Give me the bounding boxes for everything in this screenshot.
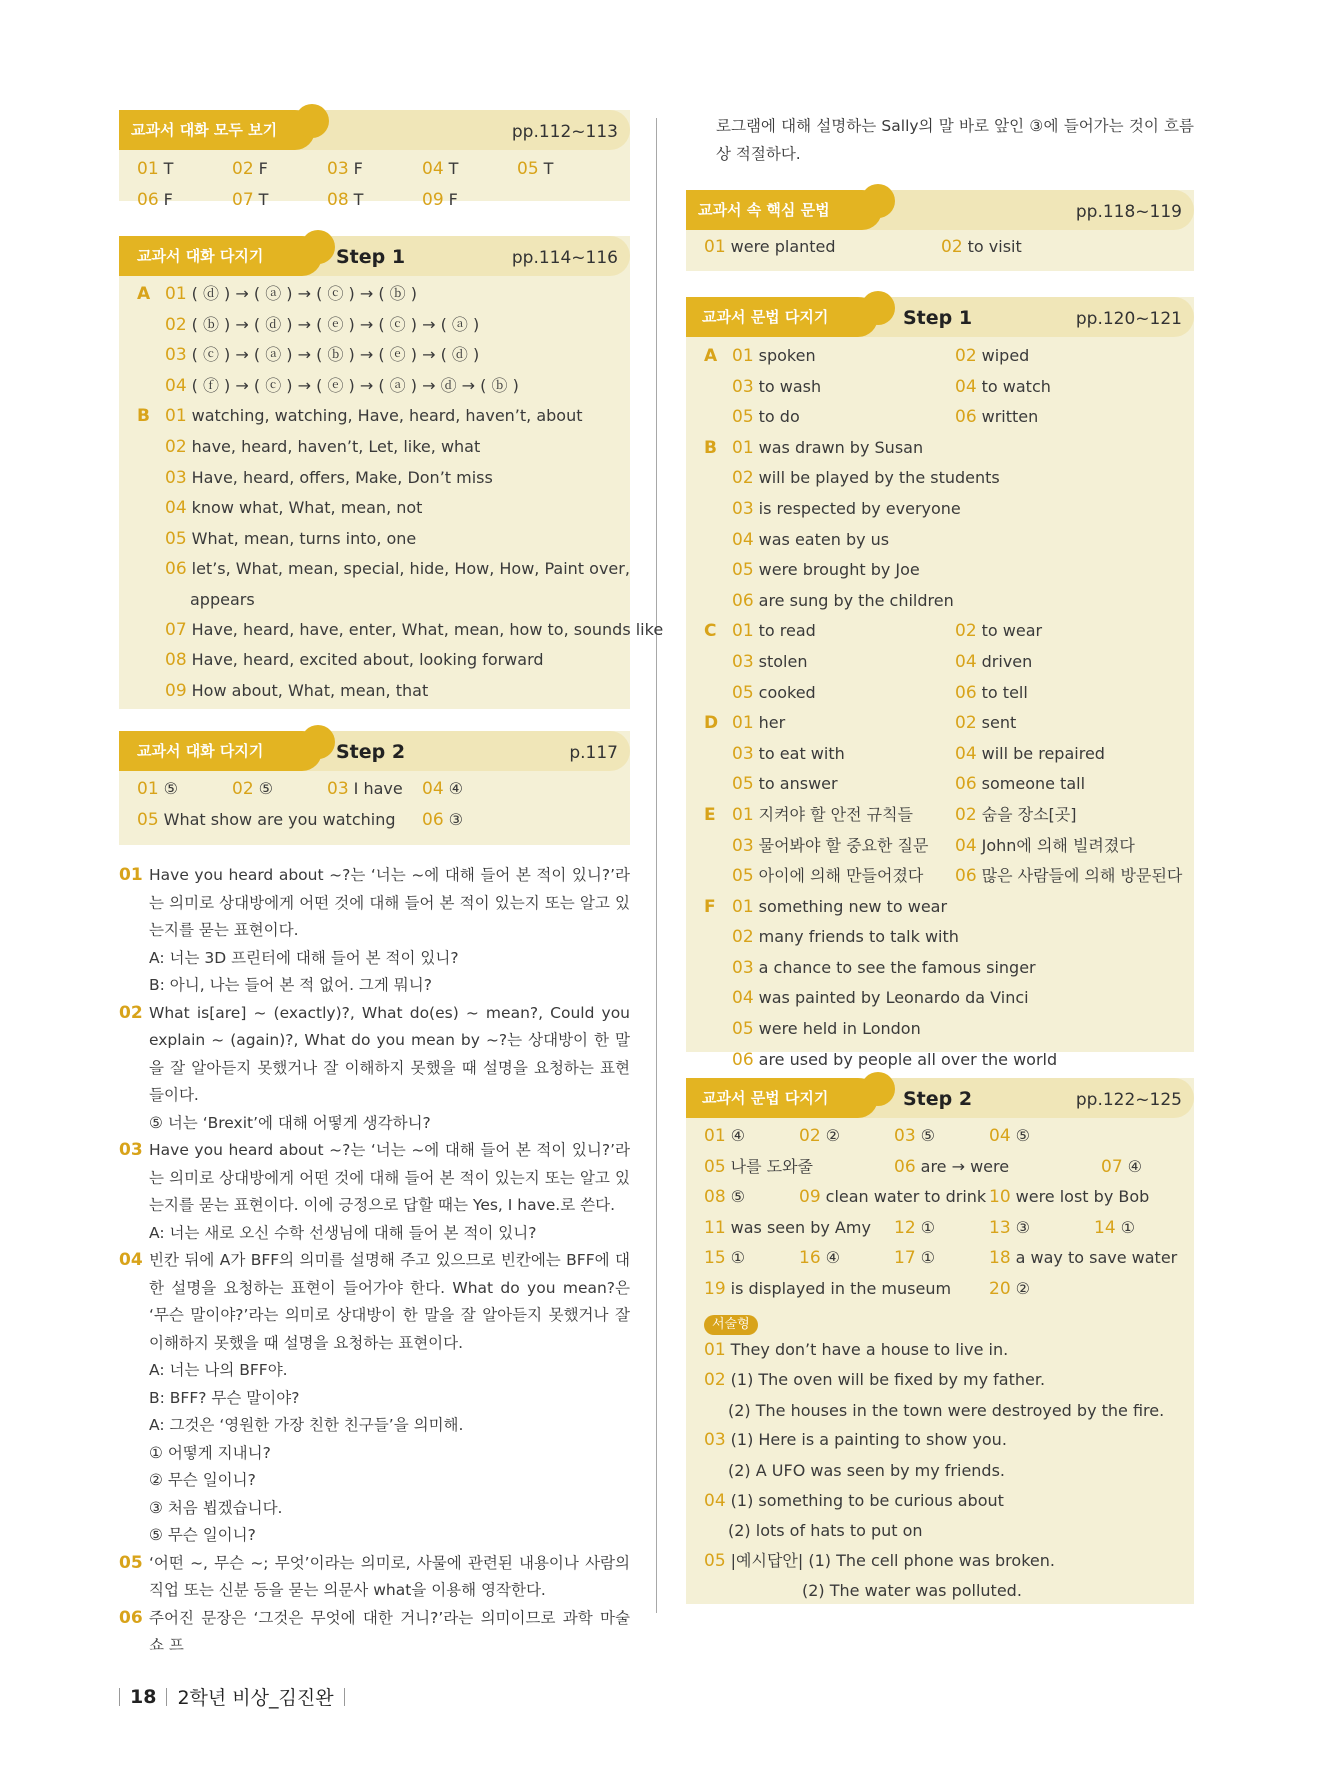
answer-item: 16 ④	[799, 1248, 840, 1269]
answer-item: 06 are sung by the children	[732, 590, 954, 611]
answer-item: 05 What, mean, turns into, one	[165, 528, 417, 549]
answer-item: 03 is respected by everyone	[732, 498, 961, 519]
answer-item: 03 I have	[327, 779, 403, 799]
answer-item: 02 (1) The oven will be fixed by my father.	[704, 1370, 1046, 1391]
answer-item: 04 ⑤	[989, 1126, 1030, 1146]
right-column	[686, 113, 1194, 1604]
answer-item: E 01 지켜야 할 안전 규칙들	[704, 804, 914, 825]
answer-item: 03 a chance to see the famous singer	[732, 957, 1036, 978]
answer-item-continued: (2) The water was polluted.	[802, 1581, 1022, 1601]
section-core-grammar	[686, 190, 1194, 271]
page-range: pp.118~119	[1075, 202, 1182, 222]
page-range: p.117	[569, 743, 618, 763]
answer-item: 03 to eat with	[732, 743, 845, 764]
answer-item: 04 to watch	[955, 376, 1051, 397]
answer-item: 13 ③	[989, 1217, 1030, 1238]
answer-item: 06 ③	[422, 809, 463, 830]
answer-item: 02 ②	[799, 1126, 840, 1146]
answer-list	[119, 276, 664, 716]
explanation-example: B: BFF? 무슨 말이야?	[149, 1388, 300, 1407]
footer-divider	[166, 1688, 167, 1706]
answer-item: 11 was seen by Amy	[704, 1217, 871, 1238]
answer-item: 02 many friends to talk with	[732, 927, 959, 948]
section-header	[119, 236, 630, 276]
answer-item: 05 to answer	[732, 774, 838, 795]
answer-item: 15 ①	[704, 1248, 745, 1269]
answer-grid	[686, 1118, 1194, 1305]
descriptive-answers	[686, 1305, 1194, 1616]
answer-item: 02 to visit	[941, 237, 1022, 257]
descriptive-badge: 서술형	[704, 1315, 758, 1335]
answer-item: 04 (1) something to be curious about	[704, 1490, 1004, 1511]
section-header	[686, 190, 1194, 230]
answer-item: 08 Have, heard, excited about, looking forward	[165, 650, 544, 671]
header-dot	[295, 104, 329, 138]
step-label: Step 1	[903, 307, 973, 329]
explanation-example: B: 아니, 나는 들어 본 적 없어. 그게 뭐니?	[149, 976, 432, 994]
answer-item: 18 a way to save water	[989, 1248, 1178, 1269]
answer-item: 02 F	[232, 159, 268, 179]
page-range: pp.112~113	[511, 122, 618, 142]
answer-item: 03 ( ⓒ ) → ( ⓐ ) → ( ⓑ ) → ( ⓔ ) → ( ⓓ )	[165, 345, 480, 366]
answer-item: 04 ④	[422, 779, 463, 799]
answer-item: 04 T	[422, 159, 459, 179]
explanations	[119, 862, 630, 1660]
answer-item: 09 How about, What, mean, that	[165, 680, 429, 701]
answer-item: 03 to wash	[732, 376, 822, 397]
answer-item: 06 are → were	[894, 1156, 1010, 1177]
answer-item: 01 ④	[704, 1126, 745, 1146]
answer-item: 04 ( ⓕ ) → ( ⓒ ) → ( ⓔ ) → ( ⓐ ) → ⓓ → ( ⓑ )	[165, 375, 519, 396]
left-column	[119, 110, 664, 1660]
explanation-example: ② 무슨 일이니?	[149, 1471, 256, 1489]
answer-item: 06 to tell	[955, 682, 1028, 703]
answer-item: 04 know what, What, mean, not	[165, 498, 423, 519]
answer-item: 01 T	[137, 159, 174, 179]
answer-item: 05 나를 도와줄	[704, 1156, 814, 1177]
answer-item: 07 T	[232, 189, 269, 210]
answer-item: 19 is displayed in the museum	[704, 1278, 952, 1299]
explanation-example: ⑤ 너는 ‘Brexit’에 대해 어떻게 생각하니?	[149, 1113, 431, 1132]
answer-item: 08 ⑤	[704, 1187, 745, 1208]
header-dot	[861, 1072, 895, 1106]
answer-item: 06 많은 사람들에 의해 방문된다	[955, 866, 1183, 887]
answer-row	[686, 230, 1194, 273]
answer-item: 02 wiped	[955, 346, 1030, 366]
step-label: Step 2	[336, 741, 406, 763]
answer-item: 10 were lost by Bob	[989, 1187, 1150, 1208]
header-dot	[861, 184, 895, 218]
answer-item: 06 written	[955, 407, 1039, 428]
column-divider	[656, 118, 657, 1613]
answer-item: B 01 was drawn by Susan	[704, 437, 924, 458]
section-dialogue-overview	[119, 110, 630, 210]
explanation-continued	[686, 113, 1194, 168]
answer-item: 02 ( ⓑ ) → ( ⓓ ) → ( ⓔ ) → ( ⓒ ) → ( ⓐ )	[165, 314, 480, 335]
answer-item: 03 stolen	[732, 651, 808, 672]
answer-item: 06 F	[137, 189, 173, 210]
page-range: pp.114~116	[511, 248, 618, 268]
answer-grid	[686, 337, 1194, 1075]
explanation-example: A: 너는 새로 오신 수학 선생님에 대해 들어 본 적이 있니?	[149, 1223, 537, 1242]
answer-item: 02 to wear	[955, 621, 1043, 642]
explanation-example: A: 너는 나의 BFF야.	[149, 1361, 288, 1379]
section-tag: 교과서 대화 모두 보기	[119, 110, 315, 150]
answer-item: 02 숨을 장소[곳]	[955, 804, 1077, 825]
section-header	[119, 110, 630, 150]
answer-item: 05 What show are you watching	[137, 809, 396, 830]
section-dialogue-step2	[119, 731, 630, 845]
section-tag: 교과서 문법 다지기	[686, 1078, 878, 1118]
answer-item-continued: (2) A UFO was seen by my friends.	[728, 1460, 1006, 1480]
answer-item: 01 They don’t have a house to live in.	[704, 1339, 1009, 1360]
answer-item: 02 ⑤	[232, 779, 273, 799]
answer-item: 05 were brought by Joe	[732, 560, 920, 581]
answer-item: 09 clean water to drink	[799, 1187, 987, 1208]
answer-item: F 01 something new to wear	[704, 896, 948, 917]
footer-divider	[344, 1688, 345, 1706]
page-range: pp.120~121	[1075, 309, 1182, 329]
header-dot	[861, 291, 895, 325]
answer-item: 04 was eaten by us	[732, 529, 890, 550]
answer-item: 04 was painted by Leonardo da Vinci	[732, 988, 1029, 1009]
answer-item: 05 아이에 의해 만들어졌다	[732, 866, 924, 887]
answer-item: B 01 watching, watching, Have, heard, haven’t, about	[137, 406, 583, 427]
header-dot	[301, 230, 335, 264]
explanation-example: A: 너는 3D 프린터에 대해 들어 본 적이 있니?	[149, 948, 459, 967]
answer-item: 07 Have, heard, have, enter, What, mean, how to, sounds like	[165, 619, 664, 640]
answer-item-continued: (2) lots of hats to put on	[728, 1521, 923, 1541]
explanation-example: ① 어떻게 지내니?	[149, 1443, 271, 1462]
answer-item: 08 T	[327, 189, 364, 210]
answer-item: D 01 her	[704, 713, 786, 734]
answer-item: 05 to do	[732, 407, 800, 428]
answer-item: 02 will be played by the students	[732, 468, 1000, 489]
explanation-item: 03 Have you heard about ~?는 ‘너는 ~에 대해 들어 본 적이 있니?’라는 의미로 상대방에게 어떤 것에 대해 들어 본 적이 있는지 또는 알고 있는지를 묻는 표현이다. 이에 긍정으로 답할 때는 Yes, I have.로 쓴다.	[119, 1140, 630, 1214]
answer-item: 03 물어봐야 할 중요한 질문	[732, 835, 929, 856]
step-label: Step 2	[903, 1088, 973, 1110]
answer-item: 20 ②	[989, 1278, 1030, 1299]
explanation-example: A: 그것은 ‘영원한 가장 친한 친구들’을 의미해.	[149, 1416, 464, 1434]
explanation-item: 01 Have you heard about ~?는 ‘너는 ~에 대해 들어 본 적이 있니?’라는 의미로 상대방에게 어떤 것에 대해 들어 본 적이 있는지 또는 알고 있는지를 묻는 표현이다.	[119, 865, 630, 939]
step-label: Step 1	[336, 246, 406, 268]
answer-item: 03 (1) Here is a painting to show you.	[704, 1430, 1007, 1451]
answer-item: C 01 to read	[704, 621, 816, 642]
explanation-item: 06 주어진 문장은 ‘그것은 무엇에 대한 거니?’라는 의미이므로 과학 마술 쇼 프	[119, 1607, 630, 1654]
answer-item: 12 ①	[894, 1217, 935, 1238]
answer-item: A 01 spoken	[704, 346, 816, 366]
answer-item: 05 |예시답안| (1) The cell phone was broken.	[704, 1550, 1055, 1571]
page-range: pp.122~125	[1075, 1090, 1182, 1110]
section-tag: 교과서 문법 다지기	[686, 297, 878, 337]
explanation-item: 05 ‘어떤 ~, 무슨 ~; 무엇’이라는 의미로, 사물에 관련된 내용이나 사람의 직업 또는 신분 등을 묻는 의문사 what을 이용해 영작한다.	[119, 1552, 630, 1599]
answer-item: 14 ①	[1094, 1217, 1135, 1238]
answer-item-continued: appears	[190, 589, 255, 609]
page-number: 18	[130, 1685, 157, 1708]
section-tag: 교과서 속 핵심 문법	[686, 190, 882, 230]
answer-item: 03 Have, heard, offers, Make, Don’t miss	[165, 467, 493, 488]
answer-item: 04 will be repaired	[955, 743, 1105, 764]
answer-item: 07 ④	[1101, 1156, 1142, 1177]
header-dot	[301, 725, 335, 759]
section-header	[119, 731, 630, 771]
answer-grid	[119, 150, 630, 225]
book-title: 2학년 비상_김진완	[177, 1687, 334, 1709]
footer-divider	[119, 1688, 120, 1706]
section-header	[686, 297, 1194, 337]
answer-grid	[119, 771, 630, 845]
explanation-item: 02 What is[are] ~ (exactly)?, What do(es) ~ mean?, Could you explain ~ (again)?, What do you mean by ~?는 상대방이 한 말을 잘 알아듣지 못했거나 잘 이해하지 못했을 때 설명을 요청하는 표현들이다.	[119, 1002, 630, 1104]
answer-item: 04 driven	[955, 651, 1033, 672]
answer-item: 05 cooked	[732, 682, 816, 703]
descriptive-badge-row	[704, 1311, 1176, 1335]
page-footer	[119, 1683, 355, 1710]
answer-item: 01 were planted	[704, 237, 836, 257]
section-header	[686, 1078, 1194, 1118]
explanation-example: ⑤ 무슨 일이니?	[149, 1526, 256, 1544]
answer-item: 03 ⑤	[894, 1126, 935, 1146]
answer-item: 02 sent	[955, 713, 1017, 734]
answer-item: 01 ⑤	[137, 779, 178, 799]
answer-item: 17 ①	[894, 1248, 935, 1269]
answer-item-continued: (2) The houses in the town were destroyed by the fire.	[728, 1400, 1165, 1420]
answer-item: 05 T	[517, 159, 554, 179]
section-tag: 교과서 대화 다지기	[119, 731, 322, 771]
section-grammar-step2	[686, 1078, 1194, 1604]
answer-item: A 01 ( ⓓ ) → ( ⓐ ) → ( ⓒ ) → ( ⓑ )	[137, 284, 418, 304]
section-tag: 교과서 대화 다지기	[119, 236, 322, 276]
answer-item: 03 F	[327, 159, 363, 179]
section-grammar-step1	[686, 297, 1194, 1070]
answer-item: 04 John에 의해 빌려졌다	[955, 835, 1135, 856]
answer-item: 06 let’s, What, mean, special, hide, How, How, Paint over,	[165, 559, 630, 580]
section-dialogue-step1	[119, 236, 664, 709]
answer-item: 05 were held in London	[732, 1019, 921, 1040]
explanation-example: ③ 처음 뵙겠습니다.	[149, 1498, 283, 1517]
answer-item: 06 someone tall	[955, 774, 1086, 795]
explanation-item: 04 빈칸 뒤에 A가 BFF의 의미를 설명해 주고 있으므로 빈칸에는 BFF에 대한 설명을 요청하는 표현이 들어가야 한다. What do you mean?은 ‘무슨 말이야?’라는 의미로 상대방이 한 말을 잘 알아듣지 못했거나 잘 이해하지 못했을 때 설명을 요청하는 표현이다.	[119, 1250, 630, 1352]
answer-item: 06 are used by people all over the world	[732, 1049, 1058, 1070]
answer-item: 02 have, heard, haven’t, Let, like, what	[165, 436, 481, 457]
explanation-text: 로그램에 대해 설명하는 Sally의 말 바로 앞인 ③에 들어가는 것이 흐름상 적절하다.	[716, 117, 1194, 163]
answer-item: 09 F	[422, 189, 458, 210]
